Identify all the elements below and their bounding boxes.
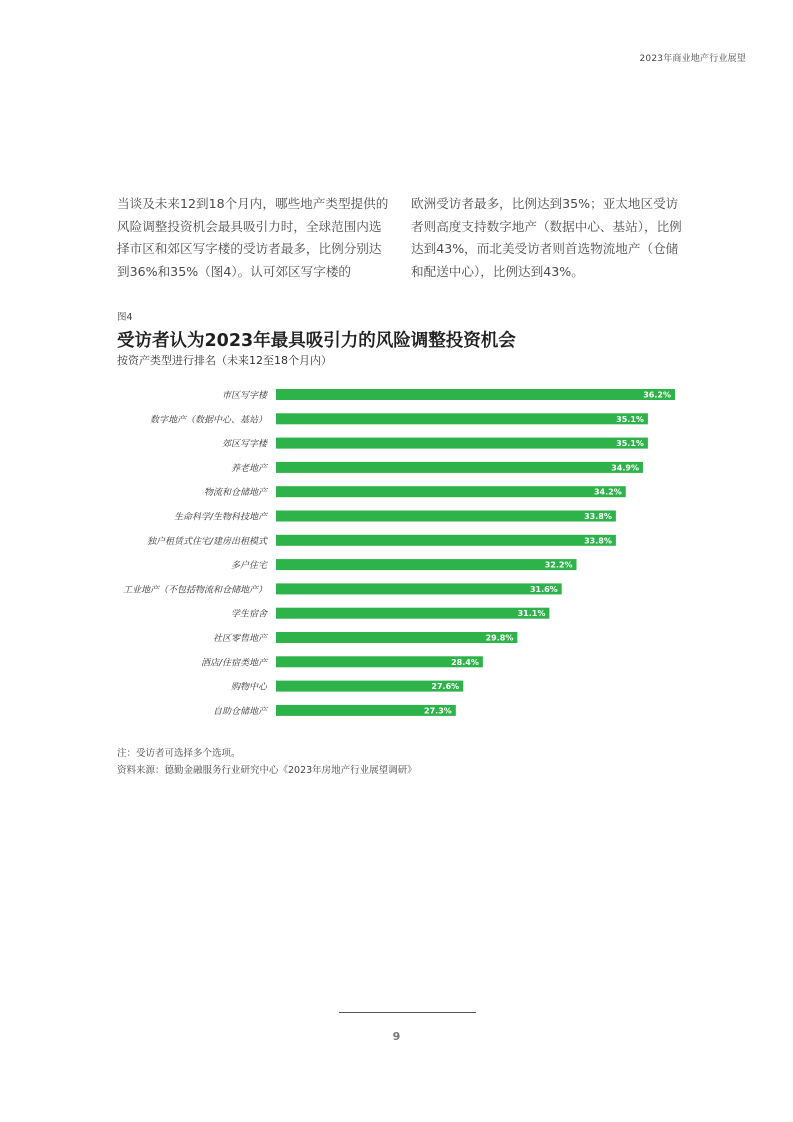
bar — [276, 389, 675, 400]
category-label: 多户住宅 — [230, 561, 267, 572]
data-label: 31.1% — [517, 609, 546, 619]
bar — [276, 632, 517, 643]
data-label: 35.1% — [616, 414, 644, 424]
bar — [276, 438, 648, 449]
category-label: 市区写字楼 — [221, 391, 267, 401]
data-label: 36.2% — [643, 390, 671, 400]
category-label: 物流和仓储地产 — [203, 488, 267, 499]
category-label: 自助仓储地产 — [212, 706, 267, 717]
data-label: 34.2% — [593, 487, 622, 497]
bar — [276, 608, 549, 619]
data-label: 31.6% — [529, 584, 558, 594]
bar — [276, 583, 562, 594]
category-label: 工业地产（不包括物流和仓储地产） — [122, 585, 267, 596]
data-label: 28.4% — [451, 657, 479, 667]
bar — [276, 511, 616, 522]
category-label: 学生宿舍 — [230, 609, 267, 620]
figure-notes — [117, 745, 417, 779]
figure-label: 图4 — [117, 312, 133, 323]
category-label: 数字地产（数据中心、基站） — [149, 415, 267, 426]
category-label: 养老地产 — [230, 463, 267, 474]
data-label: 29.8% — [485, 633, 514, 643]
data-label: 27.6% — [431, 682, 460, 692]
data-label: 33.8% — [584, 512, 612, 521]
note-text: 注：受访者可选择多个选项。 — [117, 748, 241, 759]
bar — [276, 486, 626, 497]
body-paragraph-left: 当谈及未来12到18个月内，哪些地产类型提供的风险调整投资机会最具吸引力时，全球范围内选择市区和郊区写字楼的受访者最多，比例分别达到36%和35%（图4）。认可郊区写字楼的 — [117, 196, 389, 279]
body-paragraph-right: 欧洲受访者最多，比例达到35%；亚太地区受访者则高度支持数字地产（数据中心、基站），比例达到43%，而北美受访者则首选物流地产（仓储和配送中心），比例达到43%。 — [411, 196, 682, 279]
bar — [276, 559, 576, 570]
category-label: 社区零售地产 — [212, 634, 267, 644]
category-label: 酒店/住宿类地产 — [200, 658, 267, 669]
footer-rule — [339, 1012, 476, 1013]
data-label: 32.2% — [544, 560, 573, 570]
category-label: 郊区写字楼 — [221, 439, 267, 450]
data-label: 34.9% — [611, 463, 639, 473]
bar-chart-svg — [0, 384, 793, 724]
data-label: 35.1% — [616, 439, 644, 449]
source-text: 资料来源：德勤金融服务行业研究中心《2023年房地产行业展望调研》 — [117, 765, 417, 776]
data-label: 27.3% — [424, 706, 452, 716]
bar — [276, 413, 648, 424]
page-number: 9 — [392, 1030, 401, 1043]
data-label: 33.8% — [584, 536, 612, 546]
figure-subtitle: 按资产类型进行排名（未来12至18个月内） — [117, 354, 332, 367]
category-label: 购物中心 — [230, 682, 267, 693]
bar — [276, 535, 616, 546]
running-header: 2023年商业地产行业展望 — [639, 54, 746, 64]
category-label: 生命科学/生物科技地产 — [173, 512, 267, 523]
category-label: 独户租赁式住宅/建房出租模式 — [146, 536, 267, 547]
figure-title: 受访者认为2023年最具吸引力的风险调整投资机会 — [117, 331, 516, 351]
bar — [276, 462, 643, 473]
bar-chart — [0, 384, 793, 724]
